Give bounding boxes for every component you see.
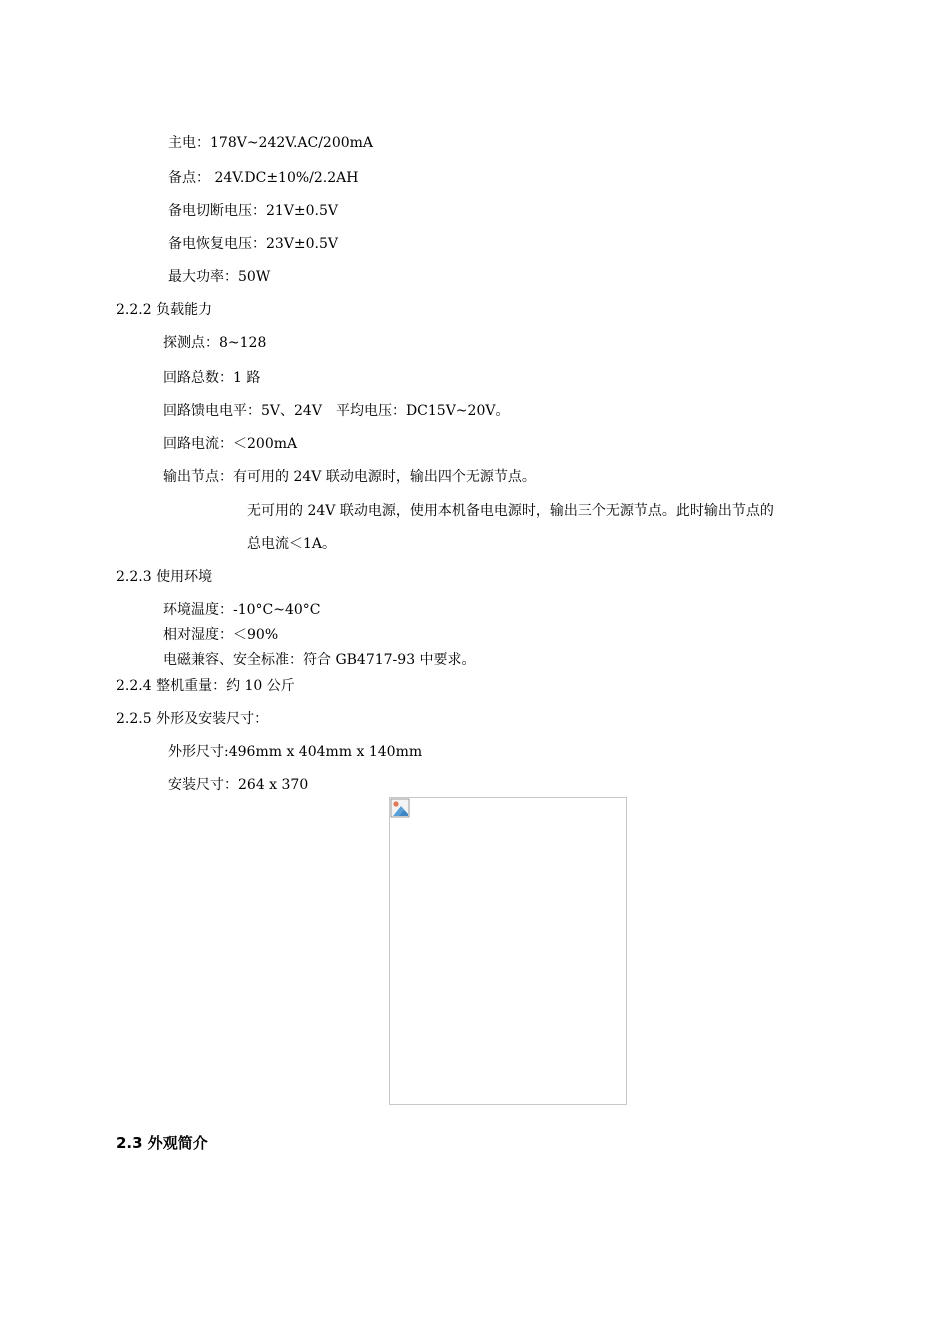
env-emc-standard: 电磁兼容、安全标准：符合 GB4717-93 中要求。 bbox=[163, 652, 476, 668]
env-humidity: 相对湿度：＜90% bbox=[163, 627, 279, 643]
power-backup: 备点： 24V.DC±10%/2.2AH bbox=[168, 170, 359, 186]
load-loop-level: 回路馈电电平：5V、24V 平均电压：DC15V~20V。 bbox=[163, 403, 510, 419]
section-heading-load: 2.2.2 负载能力 bbox=[116, 302, 213, 318]
load-output-nodes-line2: 无可用的 24V 联动电源，使用本机备电电源时，输出三个无源节点。此时输出节点的 bbox=[247, 503, 774, 519]
section-heading-appearance: 2.3 外观简介 bbox=[116, 1134, 208, 1152]
section-heading-dimensions: 2.2.5 外形及安装尺寸： bbox=[116, 711, 269, 727]
power-main: 主电：178V~242V.AC/200mA bbox=[168, 135, 374, 151]
load-loops: 回路总数：1 路 bbox=[163, 370, 261, 386]
power-max: 最大功率：50W bbox=[168, 269, 271, 285]
load-loop-current: 回路电流：＜200mA bbox=[163, 436, 298, 452]
load-output-nodes: 输出节点：有可用的 24V 联动电源时，输出四个无源节点。 bbox=[163, 469, 536, 485]
env-temperature: 环境温度：-10°C~40°C bbox=[163, 602, 321, 618]
broken-image-icon bbox=[390, 798, 410, 818]
figure-image-placeholder bbox=[389, 797, 627, 1105]
dimensions-outline: 外形尺寸:496mm x 404mm x 140mm bbox=[168, 744, 423, 760]
load-output-nodes-line3: 总电流＜1A。 bbox=[247, 536, 337, 552]
power-cutoff-voltage: 备电切断电压：21V±0.5V bbox=[168, 203, 339, 219]
load-detectors: 探测点：8~128 bbox=[163, 335, 267, 351]
dimensions-install: 安装尺寸：264 x 370 bbox=[168, 777, 309, 793]
section-heading-weight: 2.2.4 整机重量：约 10 公斤 bbox=[116, 678, 295, 694]
power-recovery-voltage: 备电恢复电压：23V±0.5V bbox=[168, 236, 339, 252]
section-heading-environment: 2.2.3 使用环境 bbox=[116, 569, 213, 585]
